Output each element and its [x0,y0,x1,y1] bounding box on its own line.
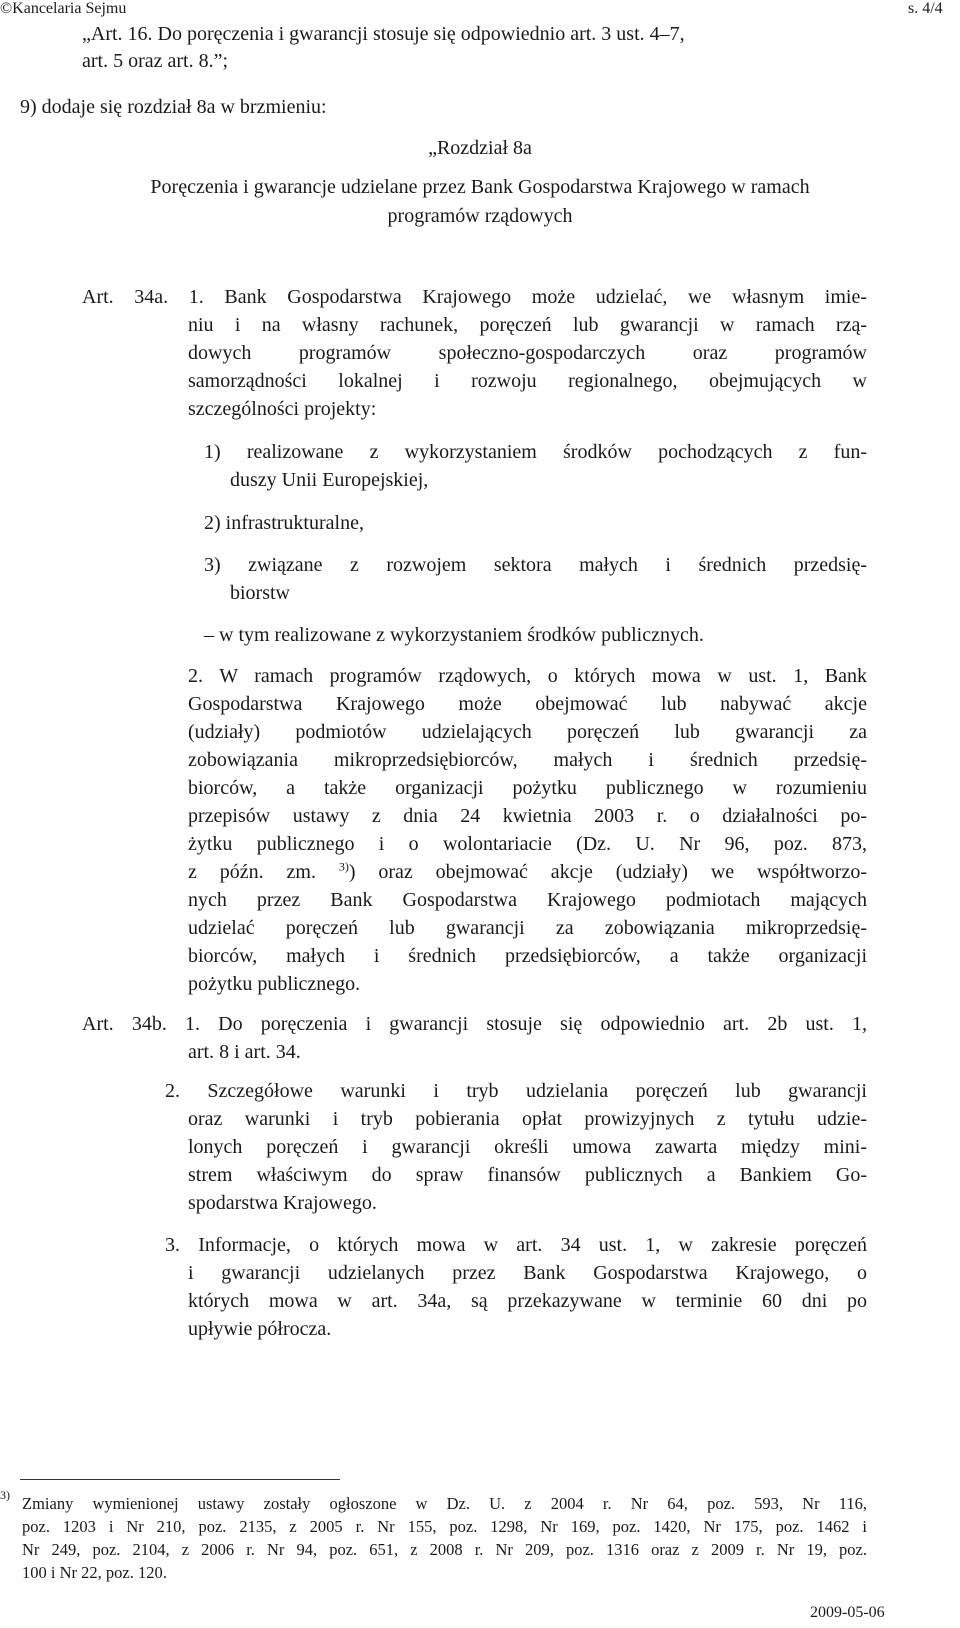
art34a-ust2-line: biorców, małych i średnich przedsiębiorców, a także organizacji [188,945,867,967]
art34b-ust3-line: których mowa w art. 34a, są przekazywane w terminie 60 dni po [188,1290,867,1312]
footnote-line: Nr 249, poz. 2104, z 2006 r. Nr 94, poz. 651, z 2008 r. Nr 209, poz. 1316 oraz z 2009 r. Nr 19, poz. [22,1540,867,1559]
footnote-line: 100 i Nr 22, poz. 120. [22,1563,167,1582]
art34a-ust2-line: nych przez Bank Gospodarstwa Krajowego podmiotach mających [188,889,867,911]
art34a-line: niu i na własny rachunek, poręczeń lub gwarancji w ramach rzą- [188,314,867,336]
art34b-ust3-line: upływie półrocza. [188,1318,332,1340]
footnote-line: poz. 1203 i Nr 210, poz. 2135, z 2005 r. Nr 155, poz. 1298, Nr 169, poz. 1420, Nr 175, poz. 1462 i [22,1517,867,1536]
chapter-label: „Rozdział 8a [428,137,532,159]
zm-after: ) oraz obejmować akcje (udziały) we współtworzo- [348,861,867,883]
point-1: 1) realizowane z wykorzystaniem środków pochodzących z fun- [204,441,867,463]
art34a-ust2-zm-line [188,860,867,884]
art34b-ust2-line: 2. Szczegółowe warunki i tryb udzielania poręczeń lub gwarancji [165,1080,867,1102]
chapter-title-2: programów rządowych [387,205,573,227]
art34b-ust3-line: 3. Informacje, o których mowa w art. 34 ust. 1, w zakresie poręczeń [165,1234,867,1256]
document-date: 2009-05-06 [810,1604,885,1621]
art34b-ust2-line: lonych poręczeń i gwarancji określi umowa zawarta między mini- [188,1136,867,1158]
footnote-mark: 3) [0,1488,10,1502]
dash-clause: – w tym realizowane z wykorzystaniem środków publicznych. [204,624,704,646]
footnote-line: Zmiany wymienionej ustawy zostały ogłoszone w Dz. U. z 2004 r. Nr 64, poz. 593, Nr 116, [22,1494,867,1513]
art34a-ust2-line: 2. W ramach programów rządowych, o których mowa w ust. 1, Bank [188,665,867,687]
art34b-ust3-line: i gwarancji udzielanych przez Bank Gospodarstwa Krajowego, o [188,1262,867,1284]
art34a-ust2-line: zobowiązania mikroprzedsiębiorców, małych i średnich przedsię- [188,749,867,771]
art34a-ust2-line: (udziały) podmiotów udzielających poręczeń lub gwarancji za [188,721,867,743]
point-1-cont: duszy Unii Europejskiej, [230,469,429,491]
footnote-divider [20,1479,340,1480]
art34b-ust2-line: oraz warunki i tryb pobierania opłat prowizyjnych z tytułu udzie- [188,1108,867,1130]
item-9: 9) dodaje się rozdział 8a w brzmieniu: [20,96,327,118]
quote-line-2: art. 5 oraz art. 8.”; [82,50,229,72]
page-number: s. 4/4 [908,0,943,17]
zm-text: z późn. zm. [188,861,316,883]
art34b-ust2-line: spodarstwa Krajowego. [188,1192,377,1214]
art34a-line: szczególności projekty: [188,398,377,420]
art34b-line-1: Art. 34b. 1. Do poręczenia i gwarancji stosuje się odpowiednio art. 2b ust. 1, [82,1013,867,1035]
art34a-ust2-line: żytku publicznego i o wolontariacie (Dz. U. Nr 96, poz. 873, [188,833,867,855]
art34b-line-2: art. 8 i art. 34. [188,1041,301,1063]
quote-line-1: „Art. 16. Do poręczenia i gwarancji stosuje się odpowiednio art. 3 ust. 4–7, [82,23,685,45]
art34b-ust2-line: strem właściwym do spraw finansów publicznych a Bankiem Go- [188,1164,867,1186]
point-2: 2) infrastrukturalne, [204,512,364,534]
art34a-ust2-line: Gospodarstwa Krajowego może obejmować lub nabywać akcje [188,693,867,715]
art34a-ust2-line: przepisów ustawy z dnia 24 kwietnia 2003 r. o działalności po- [188,805,867,827]
art34a-ust2-line: biorców, a także organizacji pożytku publicznego w rozumieniu [188,777,867,799]
art34a-line: dowych programów społeczno-gospodarczych oraz programów [188,342,867,364]
art34a-ust2-line: pożytku publicznego. [188,973,361,995]
footnote-ref[interactable]: 3) [338,859,349,874]
art34a-line: samorządności lokalnej i rozwoju regionalnego, obejmujących w [188,370,867,392]
header-source: ©Kancelaria Sejmu [0,0,127,17]
art34a-line: Art. 34a. 1. Bank Gospodarstwa Krajowego może udzielać, we własnym imie- [82,286,867,308]
chapter-title-1: Poręczenia i gwarancje udzielane przez Bank Gospodarstwa Krajowego w ramach [150,176,810,198]
point-3: 3) związane z rozwojem sektora małych i średnich przedsię- [204,554,867,576]
art34a-ust2-line: udzielać poręczeń lub gwarancji za zobowiązania mikroprzedsię- [188,917,867,939]
point-3-cont: biorstw [230,582,290,604]
